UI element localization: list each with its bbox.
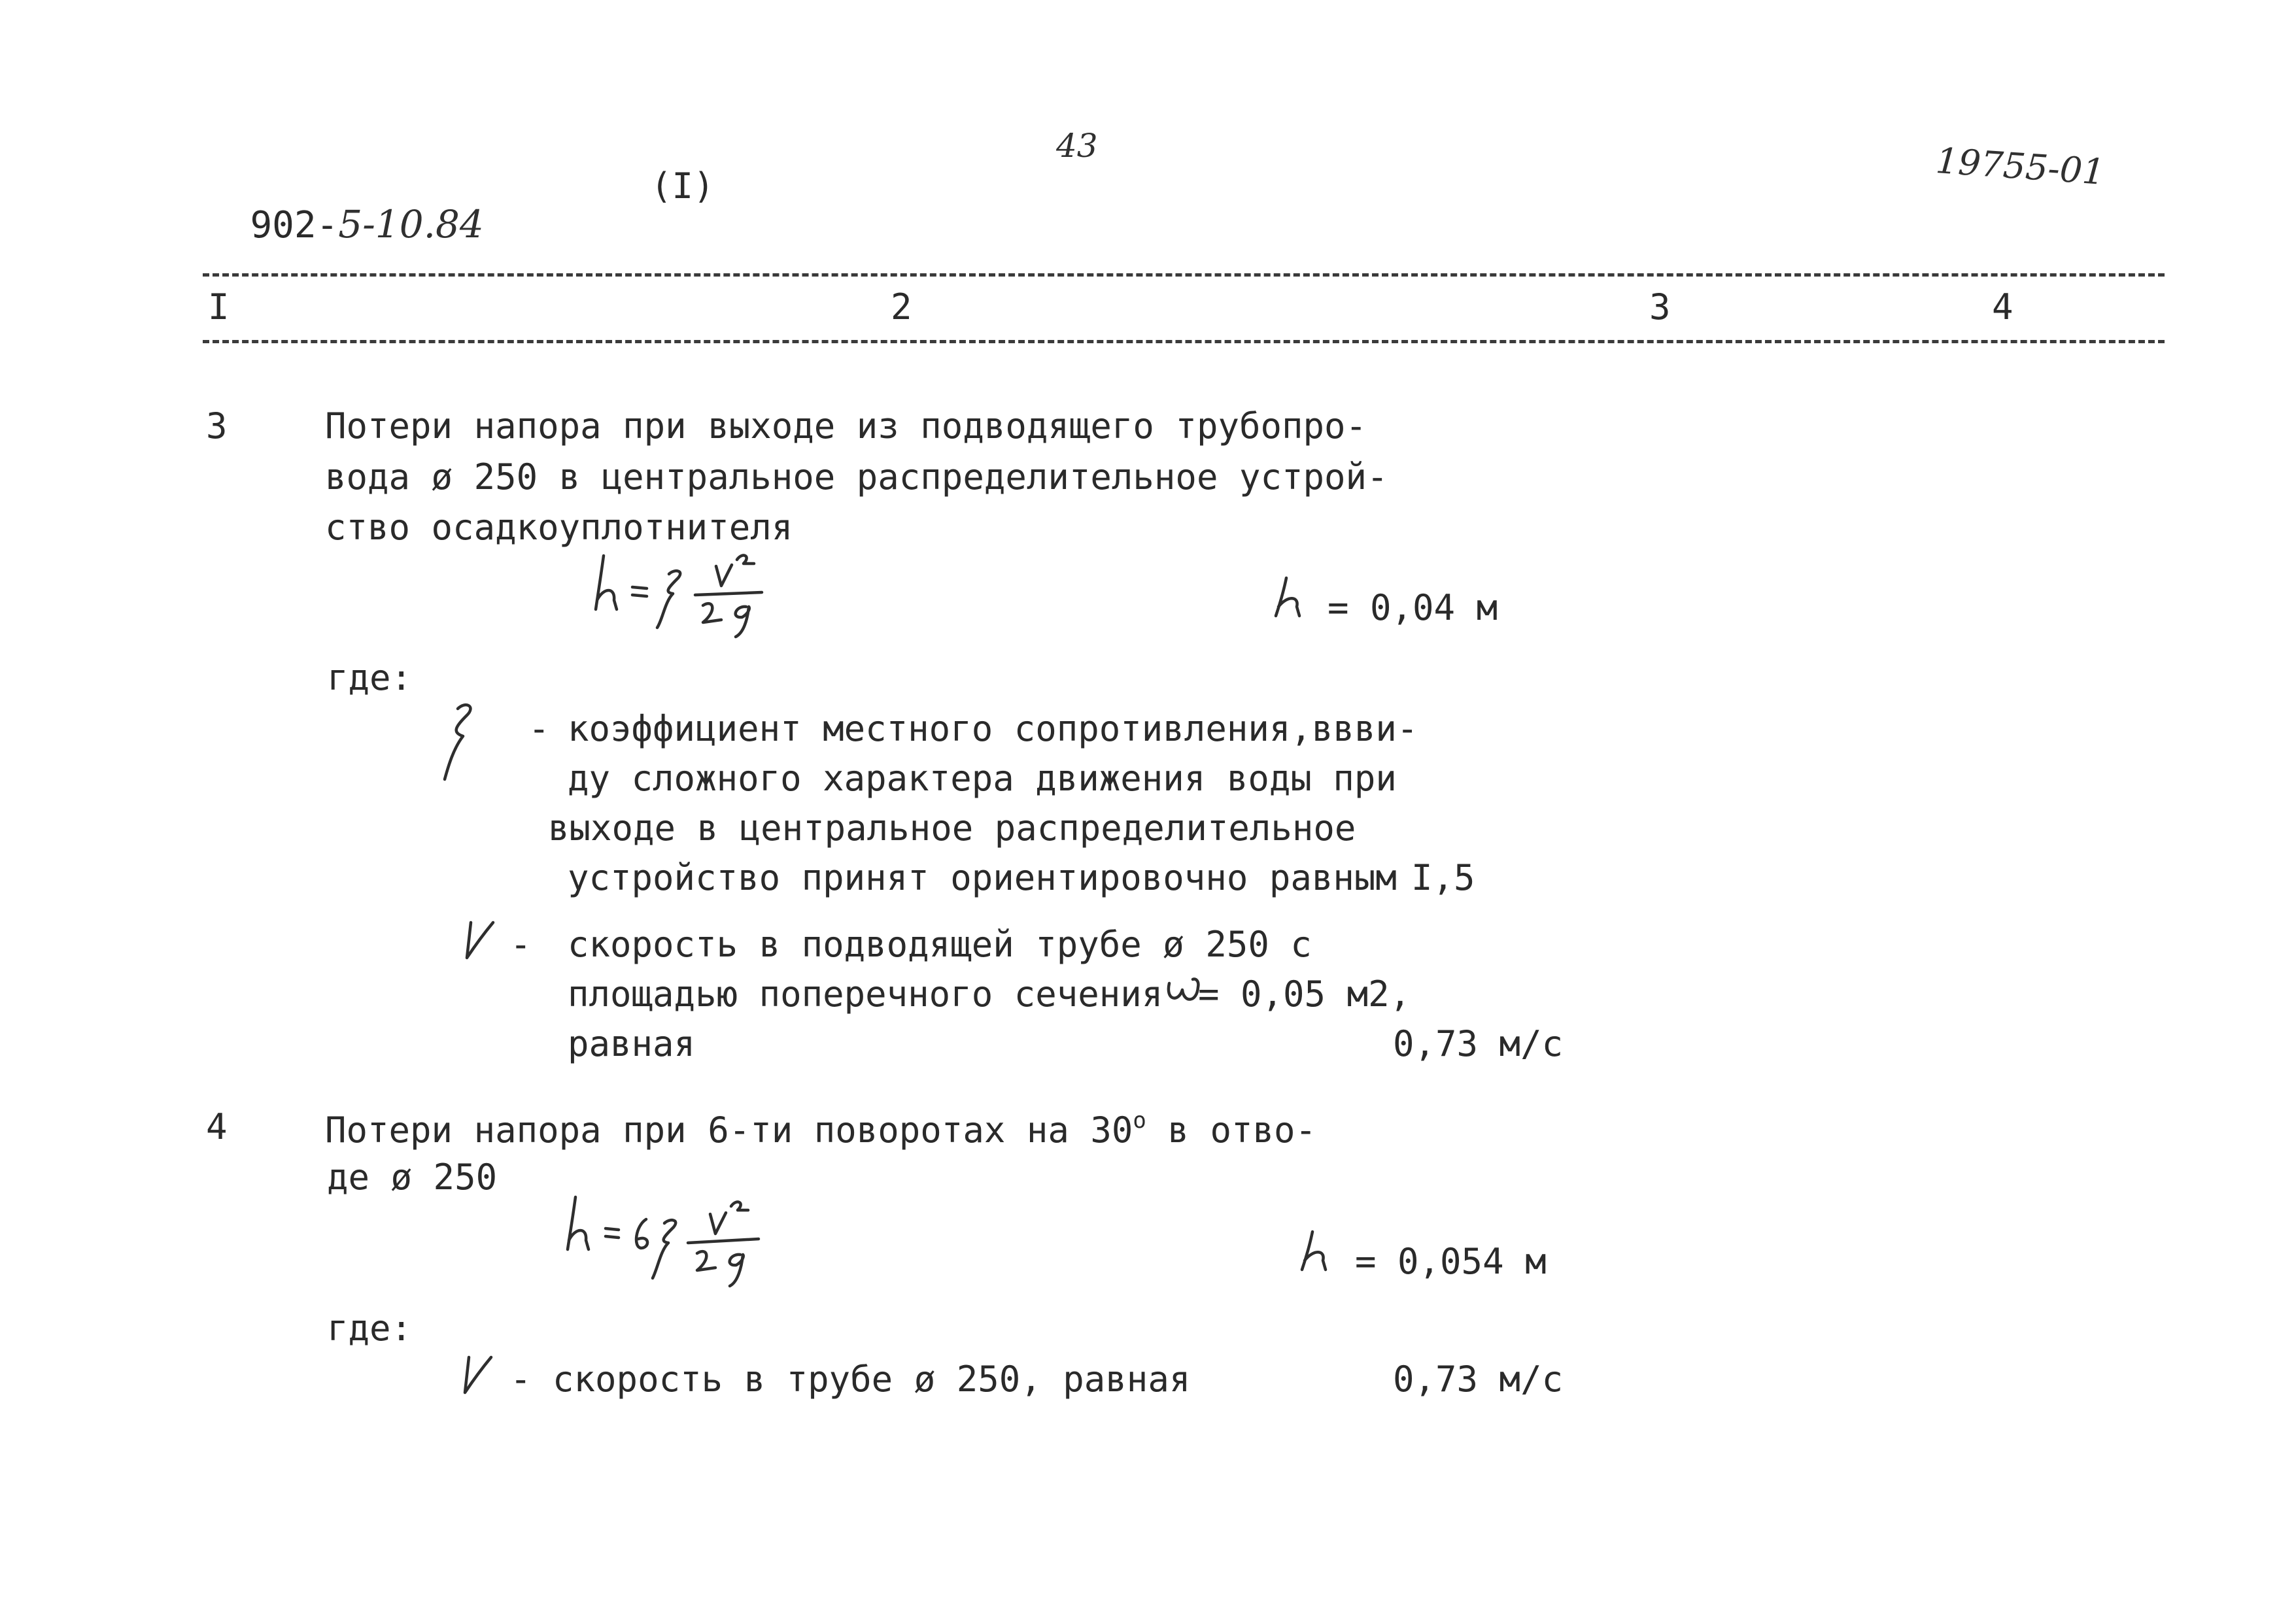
v-dash: - [510, 924, 532, 965]
v-line-3: равная [568, 1023, 696, 1064]
v-line-1: скорость в подводящей трубе ø 250 с [568, 924, 1312, 965]
zeta-symbol [438, 700, 490, 785]
item-4-result-h [1298, 1229, 1350, 1275]
inventory-number: 19755-01 [1934, 140, 2106, 193]
item-4-number: 4 [206, 1106, 228, 1147]
zeta-value: I,5 [1411, 857, 1475, 898]
item-3-desc-line-1: Потери напора при выходе из подводящего трубопро- [325, 405, 1367, 447]
doc-code-printed: 902- [250, 204, 339, 246]
item-3-formula [592, 549, 814, 647]
header-rule-top [203, 273, 2165, 277]
v-symbol-2 [461, 1353, 500, 1399]
item-4-desc-text-a: Потери напора при 6-ти поворотах на 30 [325, 1109, 1133, 1151]
column-1: I [208, 286, 230, 328]
zeta-line-2: ду сложного характера движения воды при [568, 758, 1397, 799]
item-4-where: где: [327, 1308, 413, 1349]
item-3-number: 3 [206, 405, 228, 447]
page-number: 43 [1056, 127, 1098, 165]
item-4-desc-text-b: в отво- [1146, 1109, 1316, 1151]
item-4-desc-line-1 [325, 1108, 1316, 1151]
item-3-desc-line-3: ство осадкоуплотнителя [325, 507, 793, 548]
item-3-result-h [1272, 575, 1318, 621]
column-4: 4 [1992, 286, 2013, 328]
item-3-result: = 0,04 м [1328, 587, 1498, 628]
omega-symbol [1164, 974, 1203, 1007]
v-value: 0,73 м/с [1393, 1023, 1564, 1064]
item-4-formula [562, 1187, 824, 1291]
item-4-desc-line-2: де ø 250 [327, 1157, 498, 1198]
zeta-line-1: коэффициент местного сопротивления,ввви- [568, 708, 1418, 749]
zeta-line-3: выходе в центральное распределительное [548, 807, 1356, 849]
item-4-v-value: 0,73 м/с [1393, 1359, 1564, 1400]
item-3-where: где: [327, 657, 413, 698]
header-rule-bottom [203, 340, 2165, 343]
doc-code-handwritten: 5-10.84 [338, 202, 484, 246]
item-4-result: = 0,054 м [1355, 1241, 1547, 1282]
zeta-line-4: устройство принят ориентировочно равным [568, 857, 1397, 898]
column-3: 3 [1649, 286, 1671, 328]
issue-number: (I) [651, 165, 715, 207]
degree-mark: o [1133, 1108, 1146, 1134]
zeta-dash: - [528, 708, 550, 749]
doc-code [206, 169, 484, 244]
column-2: 2 [891, 286, 912, 328]
v-symbol-1 [463, 919, 502, 964]
item-4-v-line: - скорость в трубе ø 250, равная [510, 1359, 1191, 1400]
item-3-desc-line-2: вода ø 250 в центральное распределительное устрой- [325, 456, 1388, 498]
v-line-2-value: = 0,05 м2, [1198, 973, 1411, 1015]
v-line-2: площадью поперечного сечения [568, 973, 1163, 1015]
